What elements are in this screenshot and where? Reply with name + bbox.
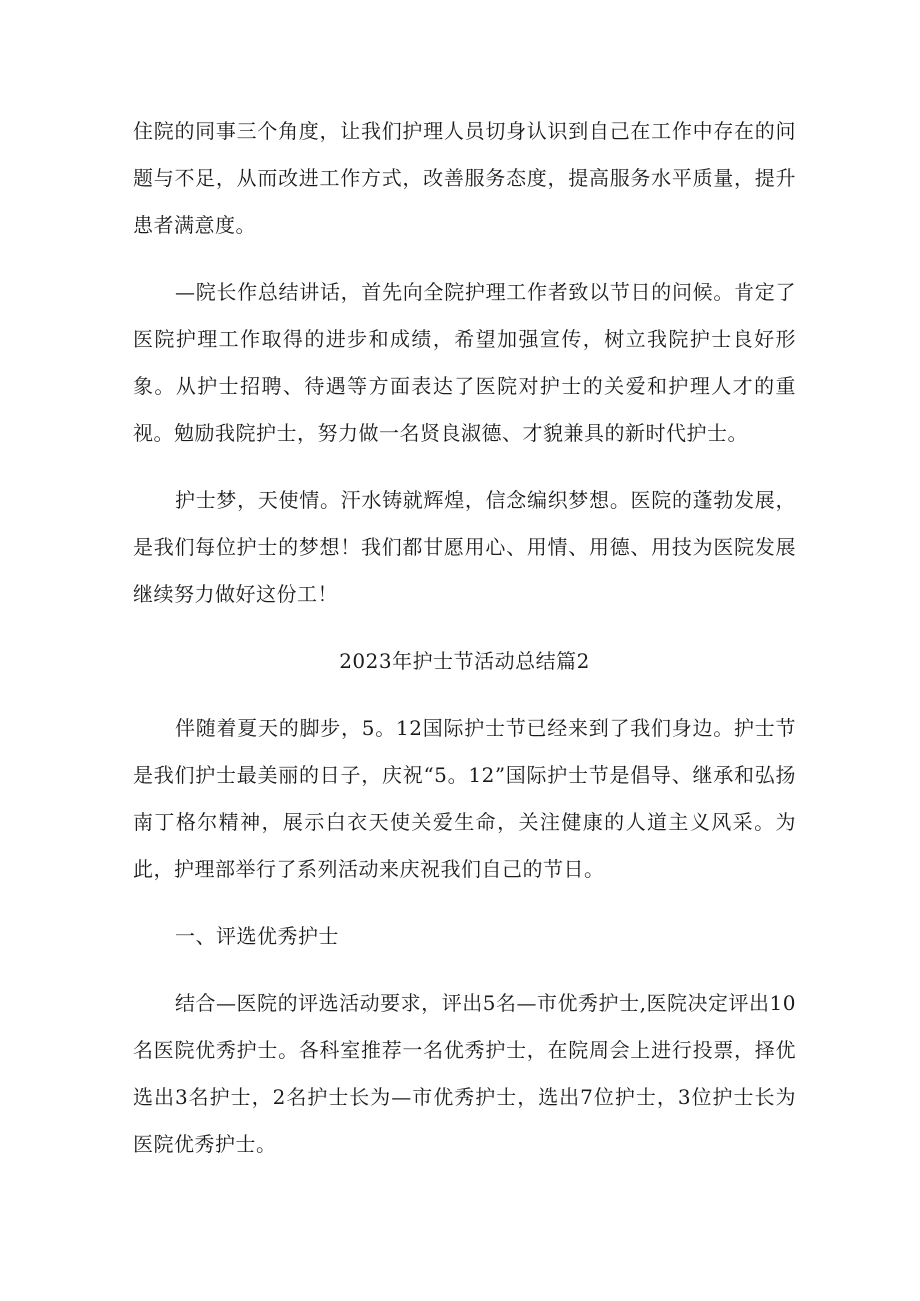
subheading-select-outstanding-nurses: 一、评选优秀护士 — [175, 924, 339, 948]
paragraph-continued: 住院的同事三个角度，让我们护理人员切身认识到自己在工作中存在的问题与不足，从而改进工作方式，改善服务态度，提高服务水平质量，提升患者满意度。 — [133, 119, 796, 237]
paragraph-selection-details: 结合—医院的评选活动要求，评出5名—市优秀护士,医院决定评出10名医院优秀护士。各科室推荐一名优秀护士，在院周会上进行投票，择优选出3名护士，2名护士长为—市优秀护士，选出7位护士，3位护士长为医院优秀护士。 — [133, 991, 796, 1156]
paragraph-nurse-dream: 护士梦，天使情。汗水铸就辉煌，信念编织梦想。医院的蓬勃发展，是我们每位护士的梦想！我们都甘愿用心、用情、用德、用技为医院发展继续努力做好这份工！ — [133, 488, 796, 606]
paragraph-nurses-day-intro: 伴随着夏天的脚步，5。12国际护士节已经来到了我们身边。护士节是我们护士最美丽的日子，庆祝“5。12”国际护士节是倡导、继承和弘扬南丁格尔精神，展示白衣天使关爱生命，关注健康的人道主义风采。为此，护理部举行了系列活动来庆祝我们自己的节日。 — [133, 716, 796, 881]
document-body — [133, 108, 796, 1188]
paragraph-president-speech: —院长作总结讲话，首先向全院护理工作者致以节日的问候。肯定了医院护理工作取得的进步和成绩，希望加强宣传，树立我院护士良好形象。从护士招聘、待遇等方面表达了医院对护士的关爱和护理人才的重视。勉励我院护士，努力做一名贤良淑德、才貌兼具的新时代护士。 — [133, 280, 796, 445]
section-title: 2023年护士节活动总结篇2 — [339, 649, 590, 673]
